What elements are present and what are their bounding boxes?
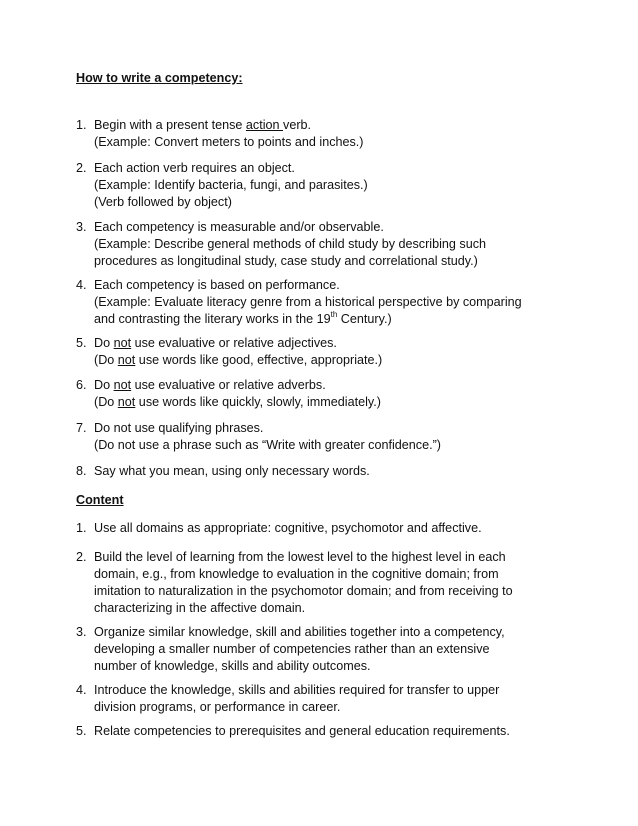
item-line: (Verb followed by object) — [94, 195, 232, 209]
item-line: (Example: Evaluate literacy genre from a historical perspective by comparing — [94, 295, 522, 309]
superscript: th — [330, 309, 338, 319]
item-text — [94, 160, 534, 211]
item-line: (Example: Convert meters to points and inches.) — [94, 135, 364, 149]
item-number: 2. — [76, 161, 87, 175]
content-heading: Content — [76, 493, 124, 507]
underlined-word: not — [117, 395, 136, 409]
item-number: 4. — [76, 278, 87, 292]
underlined-word: not — [113, 336, 132, 350]
item-text — [94, 377, 534, 411]
item-line: Each action verb requires an object. — [94, 161, 295, 175]
item-line: division programs, or performance in career. — [94, 700, 341, 714]
item-line: (Example: Identify bacteria, fungi, and parasites.) — [94, 178, 368, 192]
item-number: 6. — [76, 378, 87, 392]
item-text — [94, 277, 534, 328]
item-line: Organize similar knowledge, skill and abilities together into a competency, — [94, 625, 505, 639]
item-line: Say what you mean, using only necessary words. — [94, 464, 370, 478]
item-line: number of knowledge, skills and ability outcomes. — [94, 659, 371, 673]
item-line: domain, e.g., from knowledge to evaluation in the cognitive domain; from — [94, 567, 499, 581]
item-line: Begin with a present tense action verb. — [94, 118, 312, 132]
item-line: Introduce the knowledge, skills and abilities required for transfer to upper — [94, 683, 500, 697]
item-number: 1. — [76, 118, 87, 132]
item-number: 2. — [76, 550, 87, 564]
item-line: Do not use qualifying phrases. — [94, 421, 264, 435]
item-text — [94, 335, 534, 369]
item-line: developing a smaller number of competencies rather than an extensive — [94, 642, 490, 656]
item-number: 8. — [76, 464, 87, 478]
underlined-word: not — [113, 378, 132, 392]
item-number: 3. — [76, 625, 87, 639]
item-text — [94, 723, 534, 740]
item-line: Each competency is based on performance. — [94, 278, 340, 292]
item-number: 4. — [76, 683, 87, 697]
page-title: How to write a competency: — [76, 71, 243, 85]
item-line: Relate competencies to prerequisites and general education requirements. — [94, 724, 510, 738]
item-line: Each competency is measurable and/or observable. — [94, 220, 384, 234]
item-line: Build the level of learning from the lowest level to the highest level in each — [94, 550, 506, 564]
item-line: (Do not use a phrase such as “Write with greater confidence.”) — [94, 438, 441, 452]
item-number: 5. — [76, 336, 87, 350]
item-line: Use all domains as appropriate: cognitive, psychomotor and affective. — [94, 521, 482, 535]
item-text — [94, 520, 534, 537]
underlined-word: not — [117, 353, 136, 367]
item-line: characterizing in the affective domain. — [94, 601, 306, 615]
item-text — [94, 624, 534, 675]
item-line: Do not use evaluative or relative adjectives. — [94, 336, 337, 350]
item-line: Do not use evaluative or relative adverbs. — [94, 378, 326, 392]
item-text — [94, 219, 534, 270]
item-number: 1. — [76, 521, 87, 535]
item-line: imitation to naturalization in the psychomotor domain; and from receiving to — [94, 584, 513, 598]
item-line: and contrasting the literary works in the 19th Century.) — [94, 309, 392, 326]
item-line: procedures as longitudinal study, case study and correlational study.) — [94, 254, 478, 268]
item-text — [94, 117, 534, 151]
item-text — [94, 549, 534, 617]
item-number: 7. — [76, 421, 87, 435]
item-text — [94, 682, 534, 716]
item-text — [94, 463, 534, 480]
item-line: (Do not use words like quickly, slowly, immediately.) — [94, 395, 381, 409]
item-number: 3. — [76, 220, 87, 234]
item-text — [94, 420, 534, 454]
item-line: (Do not use words like good, effective, appropriate.) — [94, 353, 383, 367]
item-line: (Example: Describe general methods of child study by describing such — [94, 237, 486, 251]
underlined-word: action — [245, 118, 284, 132]
item-number: 5. — [76, 724, 87, 738]
